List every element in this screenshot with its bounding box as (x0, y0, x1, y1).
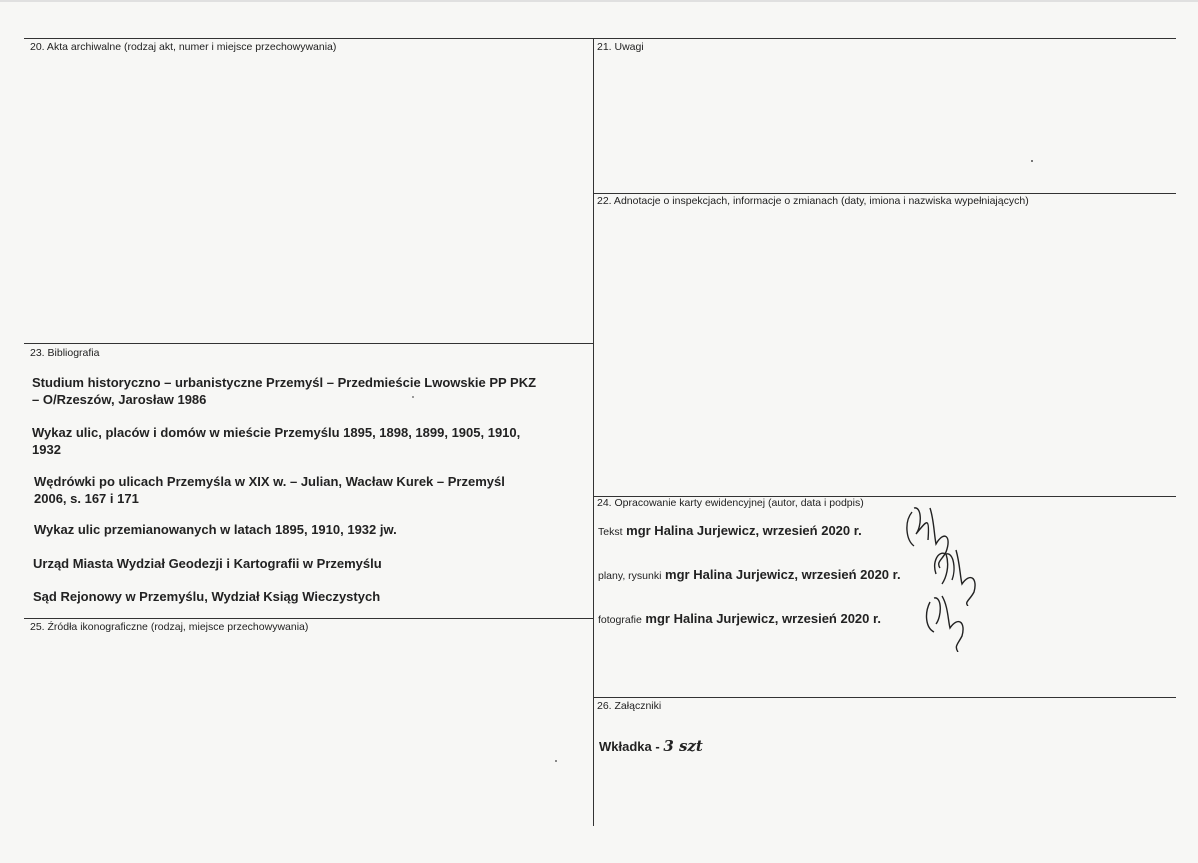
section-22-label: 22. Adnotacje o inspekcjach, informacje o zmianach (daty, imiona i nazwiska wypełniających) (597, 195, 1029, 207)
top-rule (24, 38, 1176, 39)
photos-prefix: fotografie (598, 614, 642, 626)
bibliography-entry-line: 1932 (32, 442, 61, 457)
bibliography-entry (32, 424, 592, 458)
rule-20-23 (24, 343, 593, 344)
text-author-line (598, 523, 862, 538)
plans-author-value: mgr Halina Jurjewicz, wrzesień 2020 r. (665, 567, 901, 582)
bibliography-entry-line: Wędrówki po ulicach Przemyśla w XIX w. – Julian, Wacław Kurek – Przemyśl (34, 474, 505, 489)
section-20-label: 20. Akta archiwalne (rodzaj akt, numer i miejsce przechowywania) (30, 41, 337, 53)
section-24-label: 24. Opracowanie karty ewidencyjnej (autor, data i podpis) (597, 497, 864, 509)
attachment-line (599, 737, 703, 755)
bibliography-entry (34, 473, 592, 507)
bibliography-entry-line: 2006, s. 167 i 171 (34, 491, 139, 506)
attachment-printed: Wkładka - (599, 739, 660, 754)
plans-author-line (598, 567, 901, 582)
bibliography-entry (33, 555, 591, 572)
text-author-value: mgr Halina Jurjewicz, wrzesień 2020 r. (626, 523, 862, 538)
bibliography-entry (34, 521, 592, 538)
rule-21-22 (593, 193, 1176, 194)
center-divider (593, 38, 594, 826)
section-21-label: 21. Uwagi (597, 41, 644, 53)
scan-speck (555, 760, 557, 762)
section-26-label: 26. Załączniki (597, 700, 662, 712)
bibliography-entry-line: Wykaz ulic, placów i domów w mieście Przemyślu 1895, 1898, 1899, 1905, 1910, (32, 425, 521, 440)
section-25-label: 25. Źródła ikonograficzne (rodzaj, miejsce przechowywania) (30, 621, 309, 633)
bibliography-entry-line: Sąd Rejonowy w Przemyślu, Wydział Ksiąg Wieczystych (33, 589, 381, 604)
scan-speck (1031, 160, 1033, 162)
bibliography-entry-line: – O/Rzeszów, Jarosław 1986 (32, 392, 207, 407)
bibliography-entry (32, 374, 592, 408)
photos-author-value: mgr Halina Jurjewicz, wrzesień 2020 r. (645, 611, 881, 626)
plans-prefix: plany, rysunki (598, 570, 662, 582)
section-23-label: 23. Bibliografia (30, 347, 100, 359)
scan-speck (412, 396, 414, 398)
attachment-handwritten: 3 szt (663, 737, 703, 755)
scan-edge (0, 0, 1198, 2)
bibliography-entry-line: Studium historyczno – urbanistyczne Przemyśl – Przedmieście Lwowskie PP PKZ (32, 375, 537, 390)
bibliography-entry (33, 588, 591, 605)
bibliography-entry-line: Wykaz ulic przemianowanych w latach 1895, 1910, 1932 jw. (34, 522, 397, 537)
bibliography-entry-line: Urząd Miasta Wydział Geodezji i Kartografii w Przemyślu (33, 556, 382, 571)
signature-icon (920, 588, 976, 652)
rule-24-26 (593, 697, 1176, 698)
text-prefix: Tekst (598, 526, 623, 538)
rule-23-25 (24, 618, 593, 619)
photos-author-line (598, 611, 881, 626)
